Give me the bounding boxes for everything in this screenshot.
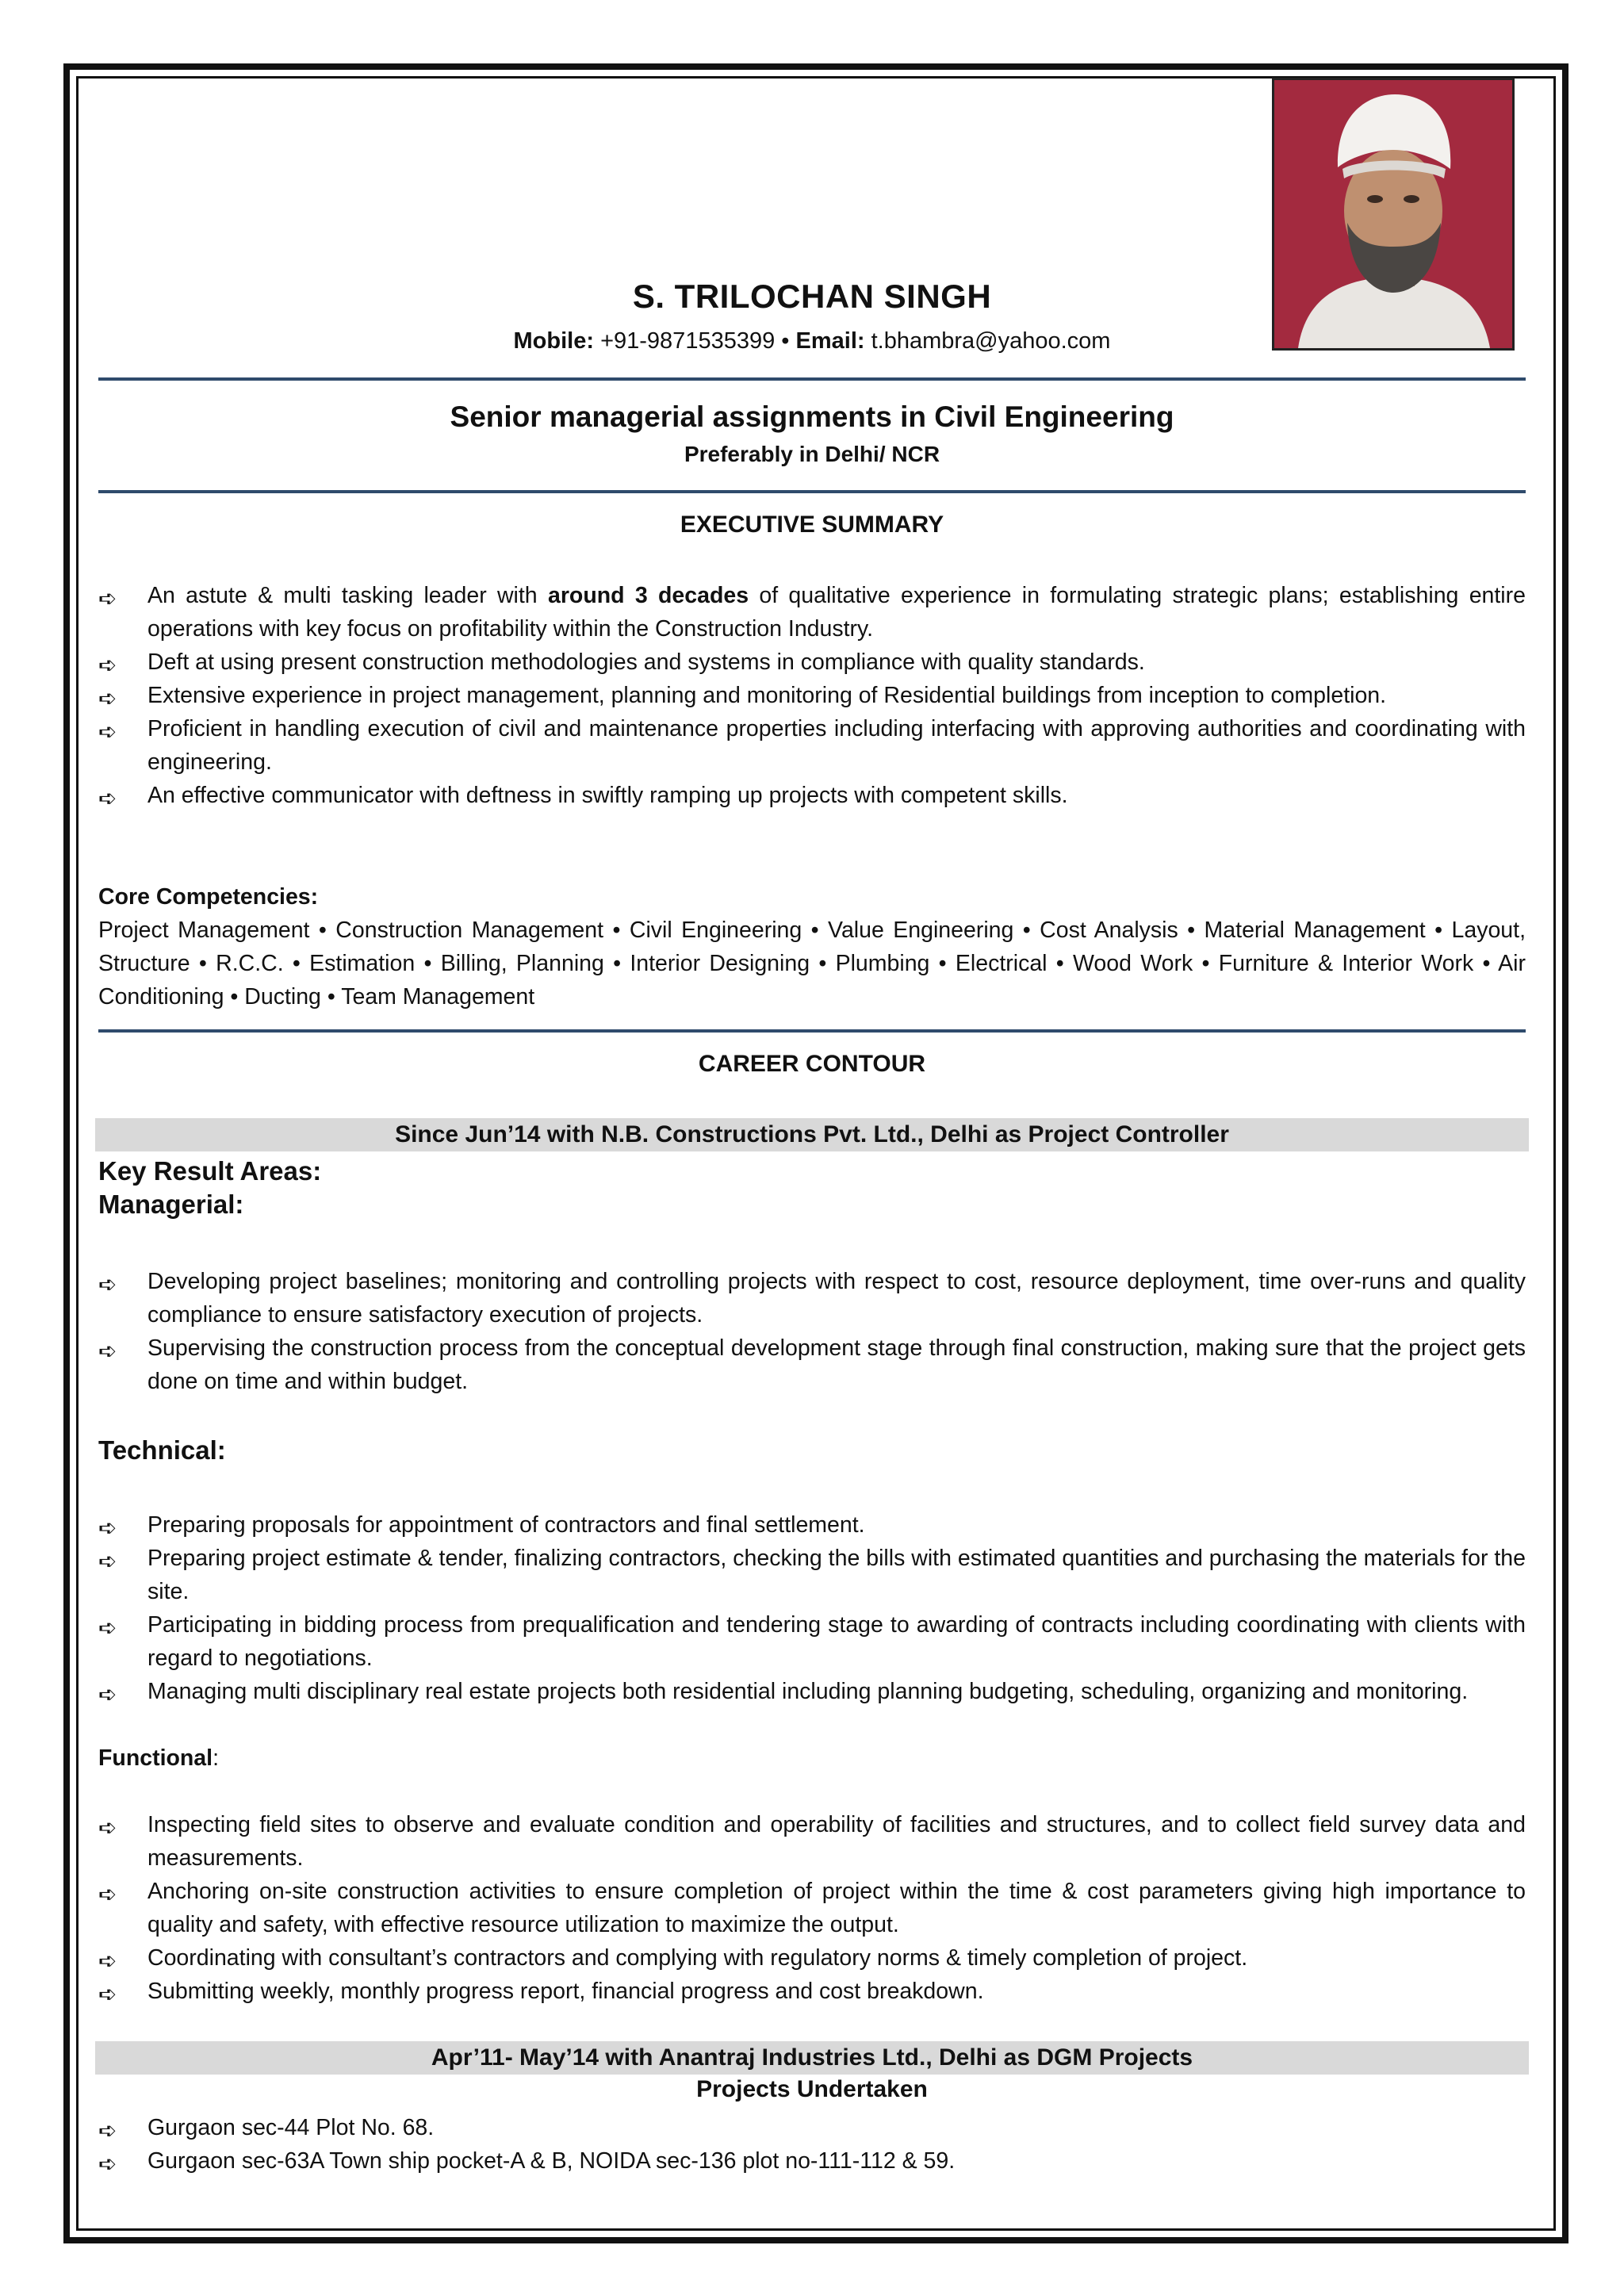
technical-label: Technical: xyxy=(98,1435,226,1465)
list-item: ➪ Anchoring on-site construction activities to ensure completion of project within the time & cost parameters giving high importance to quality and safety, with effective resource utilization to maximize the output. xyxy=(98,1879,1526,1937)
projects-undertaken-label: Projects Undertaken xyxy=(696,2076,928,2102)
email-label: Email: xyxy=(795,328,865,354)
projects-list xyxy=(98,2111,1526,2178)
separator-dot: • xyxy=(781,328,796,354)
list-item: ➪ Supervising the construction process from the conceptual development stage through final construction, making sure that the project gets done on time and within budget. xyxy=(98,1335,1526,1394)
core-competencies-title: Core Competencies: xyxy=(98,884,319,910)
mobile-number: +91-9871535399 xyxy=(600,328,776,354)
arrow-bullet-icon: ➪ xyxy=(98,1682,117,1707)
list-item: ➪ Participating in bidding process from prequalification and tendering stage to awarding of contracts including coordinating with clients with regard to negotiations. xyxy=(98,1612,1526,1671)
list-item: ➪ Proficient in handling execution of civil and maintenance properties including interfacing with approving authorities and coordinating with engineering. xyxy=(98,716,1526,775)
executive-summary-list xyxy=(98,579,1526,812)
candidate-name: S. TRILOCHAN SINGH xyxy=(632,278,992,315)
executive-summary-title: EXECUTIVE SUMMARY xyxy=(680,511,944,538)
email-address[interactable]: t.bhambra@yahoo.com xyxy=(871,328,1111,354)
arrow-bullet-icon: ➪ xyxy=(98,686,117,711)
job-heading-bar: Apr’11- May’14 with Anantraj Industries Ltd., Delhi as DGM Projects xyxy=(95,2041,1529,2075)
arrow-bullet-icon: ➪ xyxy=(98,1815,117,1840)
arrow-bullet-icon: ➪ xyxy=(98,719,117,744)
arrow-bullet-icon: ➪ xyxy=(98,1339,117,1363)
resume-header xyxy=(98,278,1526,354)
list-item: ➪ An astute & multi tasking leader with around 3 decades of qualitative experience in formulating strategic plans; establishing entire operations with key focus on profitability within the Construction Industry. xyxy=(98,583,1526,642)
divider-rule xyxy=(98,1029,1526,1033)
list-item: ➪ Gurgaon sec-44 Plot No. 68. xyxy=(98,2111,1526,2144)
list-item: ➪ Inspecting field sites to observe and evaluate condition and operability of facilities and structures, and to collect field survey data and measurements. xyxy=(98,1812,1526,1871)
arrow-bullet-icon: ➪ xyxy=(98,1615,117,1640)
list-item: ➪ Managing multi disciplinary real estate projects both residential including planning budgeting, scheduling, organizing and monitoring. xyxy=(98,1675,1526,1708)
list-item: ➪ Deft at using present construction methodologies and systems in compliance with quality standards. xyxy=(98,646,1526,679)
core-competencies-block xyxy=(98,880,1526,1013)
list-item: ➪ Gurgaon sec-63A Town ship pocket-A & B, NOIDA sec-136 plot no-111-112 & 59. xyxy=(98,2144,1526,2178)
arrow-bullet-icon: ➪ xyxy=(98,2151,117,2176)
functional-label: Functional: xyxy=(98,1745,219,1771)
arrow-bullet-icon: ➪ xyxy=(98,2118,117,2143)
mobile-label: Mobile: xyxy=(513,328,595,354)
objective-title: Senior managerial assignments in Civil Engineering xyxy=(450,400,1174,433)
arrow-bullet-icon: ➪ xyxy=(98,1272,117,1297)
list-item: ➪ An effective communicator with deftness in swiftly ramping up projects with competent skills. xyxy=(98,779,1526,812)
list-item: ➪ Extensive experience in project management, planning and monitoring of Residential buildings from inception to completion. xyxy=(98,679,1526,712)
career-contour-title: CAREER CONTOUR xyxy=(698,1051,926,1077)
list-item: ➪ Preparing project estimate & tender, finalizing contractors, checking the bills with estimated quantities and purchasing the materials for the site. xyxy=(98,1546,1526,1604)
arrow-bullet-icon: ➪ xyxy=(98,586,117,611)
arrow-bullet-icon: ➪ xyxy=(98,1948,117,1973)
arrow-bullet-icon: ➪ xyxy=(98,653,117,677)
arrow-bullet-icon: ➪ xyxy=(98,1549,117,1573)
technical-list xyxy=(98,1508,1526,1708)
managerial-list xyxy=(98,1265,1526,1398)
functional-list xyxy=(98,1808,1526,2008)
objective-subtitle: Preferably in Delhi/ NCR xyxy=(684,442,940,466)
arrow-bullet-icon: ➪ xyxy=(98,1515,117,1540)
contact-line xyxy=(98,328,1526,354)
list-item: ➪ Coordinating with consultant’s contractors and complying with regulatory norms & timely completion of project. xyxy=(98,1941,1526,1975)
managerial-label: Managerial: xyxy=(98,1190,244,1219)
arrow-bullet-icon: ➪ xyxy=(98,1982,117,2006)
objective-block xyxy=(98,400,1526,467)
arrow-bullet-icon: ➪ xyxy=(98,786,117,810)
arrow-bullet-icon: ➪ xyxy=(98,1882,117,1906)
divider-rule xyxy=(98,490,1526,493)
divider-rule xyxy=(98,377,1526,381)
list-item: ➪ Developing project baselines; monitoring and controlling projects with respect to cost, resource deployment, time over-runs and quality compliance to ensure satisfactory execution of projects. xyxy=(98,1269,1526,1328)
list-item: ➪ Submitting weekly, monthly progress report, financial progress and cost breakdown. xyxy=(98,1975,1526,2008)
job-heading-bar: Since Jun’14 with N.B. Constructions Pvt. Ltd., Delhi as Project Controller xyxy=(95,1118,1529,1151)
list-item: ➪ Preparing proposals for appointment of contractors and final settlement. xyxy=(98,1508,1526,1542)
key-result-areas-label: Key Result Areas: xyxy=(98,1156,322,1186)
core-competencies-text: Project Management • Construction Management • Civil Engineering • Value Engineering • Cost Analysis • Material Management • Layout, Structure • R.C.C. • Estimation • Billing, Planning • Interior Designing • Plumbing • Electrical • Wood Work • Furniture & Interior Work • Air Conditioning • Ducting • Team Management xyxy=(98,918,1526,1010)
